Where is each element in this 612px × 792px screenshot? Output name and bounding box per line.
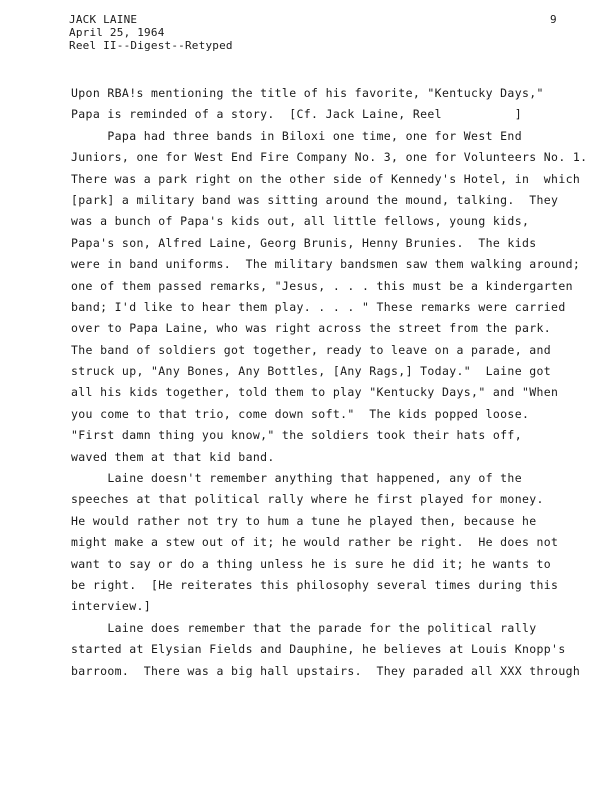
text-line: was a bunch of Papa's kids out, all little fellows, young kids, xyxy=(71,214,530,229)
text-line: waved them at that kid band. xyxy=(71,449,275,464)
text-line: might make a stew out of it; he would rather be right. He does not xyxy=(71,535,559,550)
text-line: speeches at that political rally where he first played for money. xyxy=(71,492,544,507)
text-line: There was a park right on the other side of Kennedy's Hotel, in which xyxy=(71,171,581,186)
text-line: The band of soldiers got together, ready to leave on a parade, and xyxy=(71,342,552,357)
text-line: [park] a military band was sitting around the mound, talking. They xyxy=(71,192,559,207)
text-line: you come to that trio, come down soft." The kids popped loose. xyxy=(71,406,530,421)
text-line: were in band uniforms. The military bandsmen saw them walking around; xyxy=(71,257,581,272)
text-line: want to say or do a thing unless he is sure he did it; he wants to xyxy=(71,556,552,571)
text-line: Papa's son, Alfred Laine, Georg Brunis, Henny Brunies. The kids xyxy=(71,235,537,250)
text-line: barroom. There was a big hall upstairs. They paraded all XXX through xyxy=(71,663,581,678)
document-header xyxy=(69,13,233,52)
text-line: Papa had three bands in Biloxi one time, one for West End xyxy=(71,128,522,143)
paragraph xyxy=(71,618,591,682)
text-line: Juniors, one for West End Fire Company No. 3, one for Volunteers No. 1. xyxy=(71,150,588,165)
text-line: be right. [He reiterates this philosophy several times during this xyxy=(71,577,559,592)
text-line: one of them passed remarks, "Jesus, . . . this must be a kindergarten xyxy=(71,278,573,293)
header-reel: Reel II--Digest--Retyped xyxy=(69,39,233,52)
paragraph xyxy=(71,468,591,618)
paragraph xyxy=(71,126,591,468)
text-line: "First damn thing you know," the soldiers took their hats off, xyxy=(71,428,522,443)
text-line: Laine doesn't remember anything that happened, any of the xyxy=(71,471,522,486)
text-line: Papa is reminded of a story. [Cf. Jack Laine, Reel ] xyxy=(71,107,522,122)
text-line: Laine does remember that the parade for the political rally xyxy=(71,620,537,635)
text-line: started at Elysian Fields and Dauphine, he believes at Louis Knopp's xyxy=(71,642,566,657)
text-line: interview.] xyxy=(71,599,152,614)
text-line: He would rather not try to hum a tune he played then, because he xyxy=(71,513,537,528)
text-line: all his kids together, told them to play "Kentucky Days," and "When xyxy=(71,385,559,400)
text-line: Upon RBA!s mentioning the title of his favorite, "Kentucky Days," xyxy=(71,86,544,100)
header-date: April 25, 1964 xyxy=(69,26,165,39)
text-line: band; I'd like to hear them play. . . . " These remarks were carried xyxy=(71,299,566,314)
header-name: JACK LAINE xyxy=(69,13,138,26)
transcript-body xyxy=(71,83,591,682)
page-number: 9 xyxy=(550,13,557,26)
text-line: struck up, "Any Bones, Any Bottles, [Any Rags,] Today." Laine got xyxy=(71,364,552,379)
paragraph xyxy=(71,83,591,126)
text-line: over to Papa Laine, who was right across the street from the park. xyxy=(71,321,552,336)
